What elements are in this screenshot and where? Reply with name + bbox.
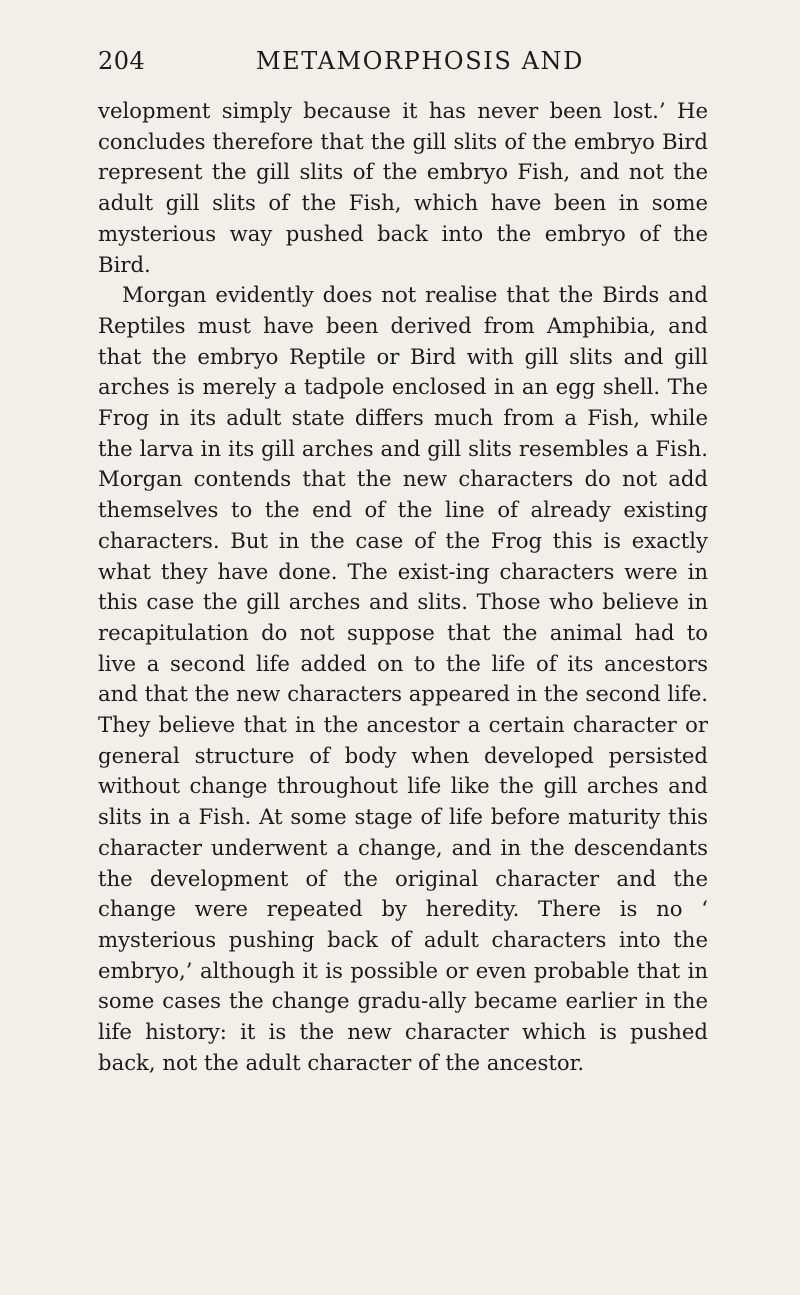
paragraph-continuation: velopment simply because it has never been lost.’ He concludes therefore that the gill slits of the embryo Bird represent the gill slits of the embryo Fish, and not the adult gill slits of the Fish, which have been in some mysterious way pushed back into the embryo of the Bird.: [98, 98, 708, 277]
body-text: [98, 96, 708, 1079]
running-head-title: METAMORPHOSIS AND: [256, 47, 584, 75]
running-head: [98, 44, 708, 78]
page-number: 204: [98, 47, 146, 75]
paragraph-morgan: Morgan evidently does not realise that the Birds and Reptiles must have been derived from Amphibia, and that the embryo Reptile or Bird with gill slits and gill arches is merely a tadpole enclosed in an egg shell. The Frog in its adult state differs much from a Fish, while the larva in its gill arches and gill slits resembles a Fish. Morgan contends that the new characters do not add themselves to the end of the line of already existing characters. But in the case of the Frog this is exactly what they have done. The exist-ing characters were in this case the gill arches and slits. Those who believe in recapitulation do not suppose that the animal had to live a second life added on to the life of its ancestors and that the new characters appeared in the second life. They believe that in the ancestor a certain character or general structure of body when developed persisted without change throughout life like the gill arches and slits in a Fish. At some stage of life before maturity this character underwent a change, and in the descendants the development of the original character and the change were repeated by heredity. There is no ‘ mysterious pushing back of adult characters into the embryo,’ although it is possible or even probable that in some cases the change gradu-ally became earlier in the life history: it is the new character which is pushed back, not the adult character of the ancestor.: [98, 282, 708, 1075]
